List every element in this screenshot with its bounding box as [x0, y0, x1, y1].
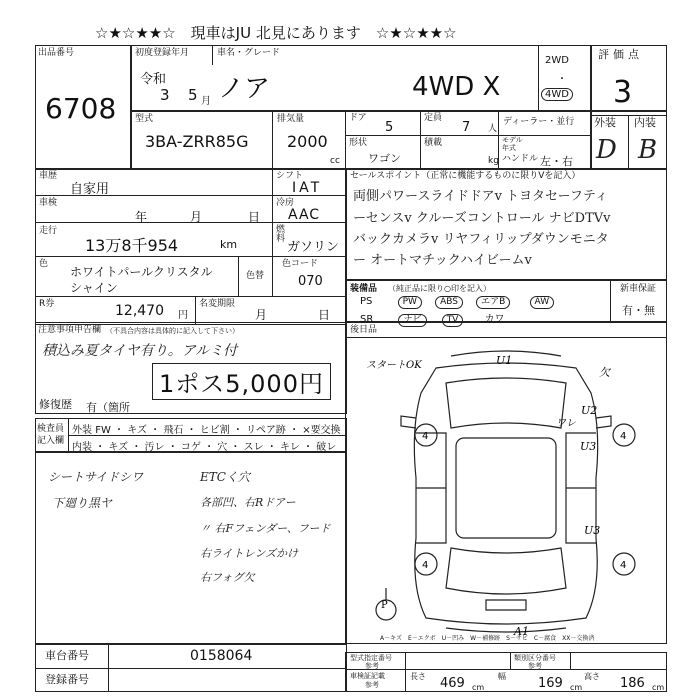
- transport-fee: 1ポス5,000円: [152, 363, 331, 400]
- class-label: 類別区分番号: [514, 654, 556, 662]
- reg-month-suffix: 月: [201, 96, 211, 107]
- model-label: 車名・グレード: [217, 48, 281, 58]
- doors-value: 5: [385, 120, 394, 135]
- inspection-year: 年: [135, 210, 148, 224]
- equip-tv: TV: [442, 314, 464, 327]
- sales-line-4: ー オートマチックハイビームv: [353, 253, 532, 268]
- ac-label: 冷房: [276, 198, 295, 208]
- type-label: 型式: [135, 114, 154, 124]
- color-code-value: 070: [298, 274, 323, 289]
- diagram-mark-u1: U1: [496, 354, 513, 367]
- inspection-label: 車検: [39, 198, 58, 208]
- year-label: 年式: [502, 144, 516, 152]
- color-label: 色: [39, 259, 49, 269]
- color-value-2: シャイン: [70, 281, 118, 295]
- legend-title-2: 記入欄: [37, 436, 65, 446]
- note-right-2: 各部凹、右Rドアー: [200, 496, 296, 509]
- color-change-label: 色替: [246, 271, 265, 281]
- note-right-5: 右フォグ欠: [200, 571, 255, 584]
- name-change-label: 名変期限: [199, 299, 236, 309]
- width-unit: cm: [570, 683, 583, 692]
- legend-stone: 飛石: [163, 425, 184, 436]
- capacity-unit: 人: [488, 124, 498, 134]
- width-value: 169: [538, 676, 563, 691]
- load-unit: kg: [488, 156, 499, 166]
- capacity-value: 7: [462, 120, 471, 135]
- capacity-label: 定員: [424, 113, 443, 123]
- disp-unit: cc: [330, 156, 340, 166]
- dim-label-1: 車検証記載: [350, 672, 385, 680]
- sales-line-3: バックカメラv リヤフィリップダウンモニタ: [353, 232, 609, 247]
- repair-value: 有（箇所: [86, 401, 130, 414]
- notes-handwriting: 積込み夏タイヤ有り。アルミ付: [42, 343, 238, 359]
- shift-value: IAT: [292, 180, 323, 196]
- history-value: 自家用: [70, 182, 110, 197]
- sales-line-1: 両側パワースライドドアv トヨタセーフティ: [353, 189, 608, 204]
- equip-abs: ABS: [435, 296, 463, 309]
- chassis-value: 0158064: [190, 648, 253, 664]
- doors-label: ドア: [349, 113, 367, 123]
- mileage-label: 走行: [39, 226, 58, 236]
- legend-int-wear: スレ: [243, 442, 264, 453]
- diagram-mark-u3-bottom: U3: [584, 524, 601, 537]
- diagram-mark-u2: U2: [581, 404, 598, 417]
- shape-label: 形状: [349, 138, 368, 148]
- shape-value: ワゴン: [368, 152, 401, 165]
- handle-value: 左・右: [540, 155, 573, 168]
- reg-era: 令和: [140, 72, 167, 87]
- legend-int: 内装: [72, 442, 92, 453]
- diagram-mark-tire-fr: 4: [620, 431, 627, 442]
- lot-label: 出品番号: [38, 48, 75, 58]
- legend-int-hole: 穴: [217, 442, 228, 453]
- sales-line-2: ーセンスv クルーズコントロール ナビDTVv: [353, 211, 611, 226]
- notes-sublabel: （不具合内容は具体的に記入して下さい）: [106, 327, 239, 335]
- color-code-label: 色コード: [282, 259, 319, 269]
- registration-label: 登録番号: [45, 673, 89, 686]
- score-label: 評価点: [598, 48, 643, 61]
- score-value: 3: [613, 75, 633, 110]
- diagram-mark-chip: 欠: [599, 366, 610, 379]
- model-name: ノア: [218, 74, 271, 104]
- note-right-1: ETCく穴: [200, 470, 250, 484]
- recycle-label: R券: [39, 299, 55, 309]
- diagram-mark-u3-top: U3: [580, 440, 597, 453]
- new-manual-value: 有・無: [622, 304, 655, 317]
- fuel-label-1: 燃料: [276, 225, 286, 244]
- lot-number: 6708: [45, 92, 117, 125]
- equipment-row-1: [360, 296, 557, 309]
- drive-dot: ・: [557, 74, 567, 85]
- mileage-unit: km: [220, 238, 238, 251]
- legend-title-1: 検査員: [37, 424, 65, 434]
- announcement: ☆★☆★★☆ 現車はJU 北見にあります ☆★☆★★☆: [95, 24, 457, 42]
- legend-fw: FW: [95, 425, 111, 436]
- legend-int-tear: 破レ: [316, 442, 337, 453]
- height-value: 186: [620, 676, 645, 691]
- equip-ps: PS: [360, 296, 373, 307]
- notes-label: 注意事項申告欄: [38, 325, 102, 335]
- name-change-month: 月: [255, 308, 268, 322]
- note-right-4: 右ライトレンズかけ: [200, 547, 299, 560]
- disp-label: 排気量: [277, 114, 305, 124]
- model-year-label: モデル: [502, 136, 523, 144]
- legend-int-dirt: 汚レ: [144, 442, 165, 453]
- dim-label-2: 参考: [365, 681, 379, 689]
- equip-airbag: エアB: [476, 296, 510, 309]
- diagram-mark-tire-fl: 4: [422, 431, 429, 442]
- car-damage-diagram: [346, 338, 666, 638]
- type-value: 3BA-ZRR85G: [145, 132, 249, 151]
- equip-aw: AW: [530, 296, 555, 309]
- disp-value: 2000: [287, 132, 328, 151]
- int-grade-label: 内装: [634, 116, 656, 129]
- ext-grade-label: 外装: [594, 116, 616, 129]
- drive-2wd: 2WD: [545, 55, 569, 66]
- model-grade: 4WD X: [412, 72, 501, 102]
- legend-ext: 外装: [72, 425, 92, 436]
- type-spec-label-2: 参考: [365, 662, 379, 670]
- diagram-mark-p: P: [381, 600, 388, 611]
- diagram-mark-tire-rl: 4: [422, 560, 429, 571]
- width-label: 幅: [498, 672, 506, 681]
- equip-pw: PW: [398, 296, 422, 309]
- note-left-1: シートサイドシワ: [48, 470, 144, 484]
- legend-replace: ×要: [302, 425, 321, 436]
- equipment-label: 装備品: [350, 284, 378, 294]
- legend-repair: リペア跡: [246, 425, 286, 436]
- length-value: 469: [440, 676, 465, 691]
- diagram-legend: A－キズ E－エクボ U－凹み W－補修跡 S－サビ C－腐食 XX－交換済: [380, 635, 595, 642]
- legend-row-2: 内装 ・ キズ ・ 汚レ ・ コゲ ・ 穴 ・ スレ ・ キレ ・ 破レ: [72, 442, 337, 453]
- history-label: 車歴: [39, 171, 58, 181]
- fuel-value: ガソリン: [287, 240, 340, 255]
- color-value-1: ホワイトパールクリスタル: [70, 265, 213, 279]
- legend-int-cut: キレ: [279, 442, 300, 453]
- type-spec-label-1: 型式指定番号: [350, 654, 392, 662]
- shift-label: シフト: [276, 171, 304, 181]
- sales-label: セールスポイント（正常に機能するものに限りVを記入）: [350, 171, 581, 181]
- mileage-value: 13万8千954: [85, 236, 179, 255]
- class-sublabel: 参考: [528, 662, 542, 670]
- recycle-value: 12,470: [115, 303, 164, 319]
- recycle-unit: 円: [178, 310, 188, 321]
- diagram-mark-tire-rr: 4: [620, 560, 627, 571]
- equip-leather: カワ: [484, 314, 505, 325]
- new-manual-label: 新車保証: [620, 284, 657, 294]
- drive-4wd: 4WD: [541, 88, 573, 101]
- inspection-day: 日: [248, 210, 261, 224]
- dealer-label: ディーラー・並行: [503, 117, 575, 127]
- ac-value: AAC: [288, 207, 321, 223]
- note-left-2: 下廻り黒ヤ: [52, 496, 113, 510]
- handle-label: ハンドル: [502, 154, 539, 164]
- int-grade-value: B: [638, 135, 658, 165]
- legend-row-1: 外装 FW ・ キズ ・ 飛石 ・ ヒビ割 ・ リペア跡 ・ ×要交換: [72, 425, 341, 436]
- repair-label: 修復歴: [39, 398, 72, 411]
- legend-int-burn: コゲ: [180, 442, 201, 453]
- ext-grade-value: D: [596, 135, 617, 165]
- height-unit: cm: [652, 683, 665, 692]
- legend-int-kizu: キズ: [108, 442, 129, 453]
- height-label: 高さ: [584, 672, 600, 681]
- bottom-right-box: [345, 652, 667, 692]
- equipment-note: （純正品に限り○印を記入）: [388, 284, 491, 293]
- chassis-label: 車台番号: [45, 649, 89, 662]
- note-right-3: 〃 右Fフェンダー、フード: [200, 522, 331, 535]
- inspection-month: 月: [190, 210, 203, 224]
- diagram-mark-crack: ワレ: [556, 418, 576, 429]
- reg-year-label: 初度登録年月: [135, 48, 190, 58]
- legend-crack: ヒビ割: [199, 425, 230, 436]
- legend-kizu: キズ: [127, 425, 147, 436]
- reg-month: 5: [188, 86, 198, 104]
- legend-replace-suffix: 交換: [320, 425, 341, 436]
- length-unit: cm: [472, 683, 485, 692]
- equip-sr: SR: [360, 314, 374, 325]
- load-label: 積載: [424, 138, 443, 148]
- diagram-mark-start: スタートOK: [366, 360, 422, 371]
- reg-year: 3: [160, 86, 170, 104]
- diagram-mark-a1: A1: [514, 625, 529, 638]
- length-label: 長さ: [410, 672, 426, 681]
- name-change-day: 日: [318, 308, 331, 322]
- rear-seat-label: 後日品: [350, 325, 378, 335]
- equip-navi: ナビ: [398, 314, 426, 327]
